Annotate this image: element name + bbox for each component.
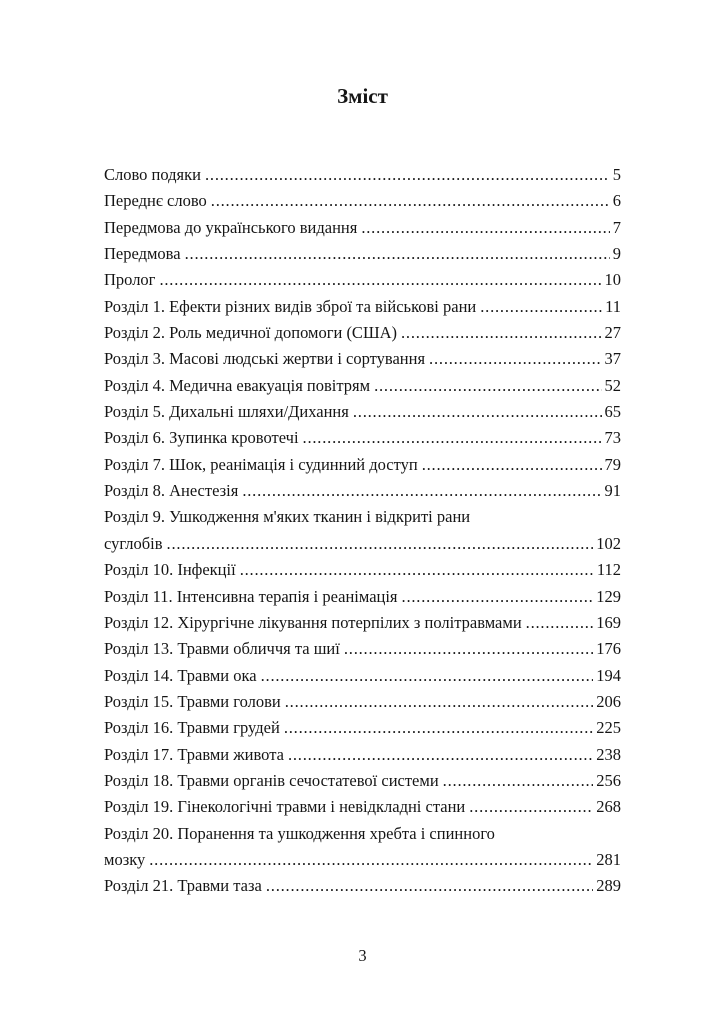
toc-entry-label: Слово подяки bbox=[104, 165, 201, 184]
toc-entry bbox=[104, 267, 621, 293]
toc-entry bbox=[104, 663, 621, 689]
toc-entry-label: Розділ 21. Травми таза bbox=[104, 876, 262, 896]
toc-dot-leader bbox=[303, 425, 602, 451]
toc-entry-label: Розділ 11. Інтенсивна терапія і реанімація bbox=[104, 586, 398, 606]
toc-entry bbox=[104, 425, 621, 451]
toc-entry-label: Розділ 8. Анестезія bbox=[104, 481, 239, 501]
toc-dot-leader bbox=[480, 294, 602, 320]
toc-dot-leader bbox=[205, 162, 610, 188]
toc-dot-leader bbox=[240, 557, 594, 583]
toc-entry bbox=[104, 162, 621, 188]
toc-entry-label: Розділ 13. Травми обличчя та шиї bbox=[104, 639, 340, 659]
toc-entry bbox=[104, 188, 621, 214]
toc-entry-page: 10 bbox=[604, 270, 621, 290]
toc-entry bbox=[104, 320, 621, 346]
page-title: Зміст bbox=[337, 84, 388, 108]
toc-entry-page: 206 bbox=[596, 691, 621, 711]
toc-entry bbox=[104, 294, 621, 320]
toc-entry-label: Розділ 18. Травми органів сечостатевої системи bbox=[104, 770, 439, 790]
toc-entry-label: мозку bbox=[104, 849, 146, 869]
toc-entry-page: 7 bbox=[612, 217, 621, 237]
toc-entry-page: 112 bbox=[596, 560, 621, 580]
toc-dot-leader bbox=[401, 320, 602, 346]
toc-entry-page: 102 bbox=[596, 533, 621, 553]
toc-entry-label: Розділ 15. Травми голови bbox=[104, 691, 281, 711]
toc-entry-label: Розділ 10. Інфекції bbox=[104, 560, 236, 580]
toc-entry-page: 52 bbox=[604, 375, 621, 395]
toc-entry-label: Розділ 17. Травми живота bbox=[104, 744, 284, 764]
toc-entry-page: 129 bbox=[596, 586, 621, 606]
toc-entry-label: Розділ 19. Гінекологічні травми і невідкладні стани bbox=[104, 797, 466, 817]
toc-entry bbox=[104, 531, 621, 557]
toc-entry-label: Розділ 12. Хірургічне лікування потерпілих з політравмами bbox=[104, 612, 522, 632]
toc-dot-leader bbox=[242, 478, 601, 504]
toc-dot-leader bbox=[266, 873, 593, 899]
toc-entry-page: 6 bbox=[612, 191, 621, 211]
toc-dot-leader bbox=[344, 636, 593, 662]
toc-entry-label: Пролог bbox=[104, 270, 156, 290]
page-number: 3 bbox=[358, 946, 367, 965]
toc-entry-label: Розділ 16. Травми грудей bbox=[104, 718, 280, 738]
toc-dot-leader bbox=[211, 188, 610, 214]
toc-entry-page: 268 bbox=[596, 797, 621, 817]
toc-dot-leader bbox=[185, 241, 610, 267]
toc-entry bbox=[104, 610, 621, 636]
toc-dot-leader bbox=[149, 847, 593, 873]
toc-entry-page: 73 bbox=[604, 428, 621, 448]
toc-entry bbox=[104, 215, 621, 241]
toc-entry-wrapped-first-line: Розділ 20. Поранення та ушкодження хребта і спинного bbox=[104, 823, 495, 843]
toc-entry-wrapped-first-line: Розділ 9. Ушкодження м'яких тканин і відкриті рани bbox=[104, 507, 471, 527]
toc-entry-label: суглобів bbox=[104, 533, 163, 553]
toc-entry bbox=[104, 478, 621, 504]
toc-entry-page: 176 bbox=[596, 639, 621, 659]
toc-entry-page: 5 bbox=[612, 165, 621, 184]
toc-dot-leader bbox=[284, 715, 593, 741]
toc-entry bbox=[104, 847, 621, 873]
toc-entry-page: 256 bbox=[596, 770, 621, 790]
toc-entry-page: 289 bbox=[596, 876, 621, 896]
toc-dot-leader bbox=[422, 452, 602, 478]
toc-entry-page: 65 bbox=[604, 402, 621, 422]
toc-entry bbox=[104, 715, 621, 741]
toc-entry bbox=[104, 452, 621, 478]
toc-entry bbox=[104, 241, 621, 267]
toc-entry bbox=[104, 584, 621, 610]
toc-entry-label: Розділ 2. Роль медичної допомоги (США) bbox=[104, 323, 397, 343]
toc-entry-page: 238 bbox=[596, 744, 621, 764]
toc-dot-leader bbox=[429, 346, 601, 372]
toc-entry-page: 169 bbox=[596, 612, 621, 632]
toc-dot-leader bbox=[159, 267, 601, 293]
toc-dot-leader bbox=[167, 531, 594, 557]
toc-entry-label: Розділ 1. Ефекти різних видів зброї та військові рани bbox=[104, 296, 477, 316]
toc-entry-page: 9 bbox=[612, 244, 621, 264]
toc-entry-label: Передмова до українського видання bbox=[104, 217, 358, 237]
toc-entry-page: 91 bbox=[604, 481, 621, 501]
toc-entry-page: 225 bbox=[596, 718, 621, 738]
toc-entry-page: 194 bbox=[596, 665, 621, 685]
toc-entry-label: Розділ 14. Травми ока bbox=[104, 665, 257, 685]
toc-entry-label: Розділ 5. Дихальні шляхи/Дихання bbox=[104, 402, 349, 422]
toc-entry-page: 27 bbox=[604, 323, 621, 343]
toc-entry-page: 79 bbox=[604, 454, 621, 474]
toc-dot-leader bbox=[285, 689, 594, 715]
toc-entry-page: 11 bbox=[605, 296, 621, 316]
toc-dot-leader bbox=[353, 399, 602, 425]
toc-entry bbox=[104, 636, 621, 662]
toc-entry bbox=[104, 873, 621, 899]
toc-entry bbox=[104, 557, 621, 583]
toc-entry bbox=[104, 346, 621, 372]
toc-entry-label: Переднє слово bbox=[104, 191, 207, 211]
toc-dot-leader bbox=[526, 610, 594, 636]
toc-dot-leader bbox=[261, 663, 594, 689]
toc-dot-leader bbox=[402, 584, 594, 610]
toc-entry bbox=[104, 373, 621, 399]
toc-entry-page: 37 bbox=[604, 349, 621, 369]
table-of-contents bbox=[104, 162, 621, 900]
toc-entry bbox=[104, 399, 621, 425]
toc-dot-leader bbox=[361, 215, 609, 241]
toc-entry-label: Розділ 7. Шок, реанімація і судинний доступ bbox=[104, 454, 418, 474]
toc-entry bbox=[104, 689, 621, 715]
toc-entry-label: Передмова bbox=[104, 244, 181, 264]
toc-entry bbox=[104, 794, 621, 820]
toc-entry-label: Розділ 3. Масові людські жертви і сортування bbox=[104, 349, 426, 369]
toc-dot-leader bbox=[288, 742, 593, 768]
toc-dot-leader bbox=[469, 794, 593, 820]
toc-entry-page: 281 bbox=[596, 849, 621, 869]
toc-entry-label: Розділ 6. Зупинка кровотечі bbox=[104, 428, 299, 448]
toc-entry bbox=[104, 768, 621, 794]
toc-entry bbox=[104, 742, 621, 768]
toc-dot-leader bbox=[374, 373, 601, 399]
toc-dot-leader bbox=[443, 768, 594, 794]
toc-entry-label: Розділ 4. Медична евакуація повітрям bbox=[104, 375, 371, 395]
